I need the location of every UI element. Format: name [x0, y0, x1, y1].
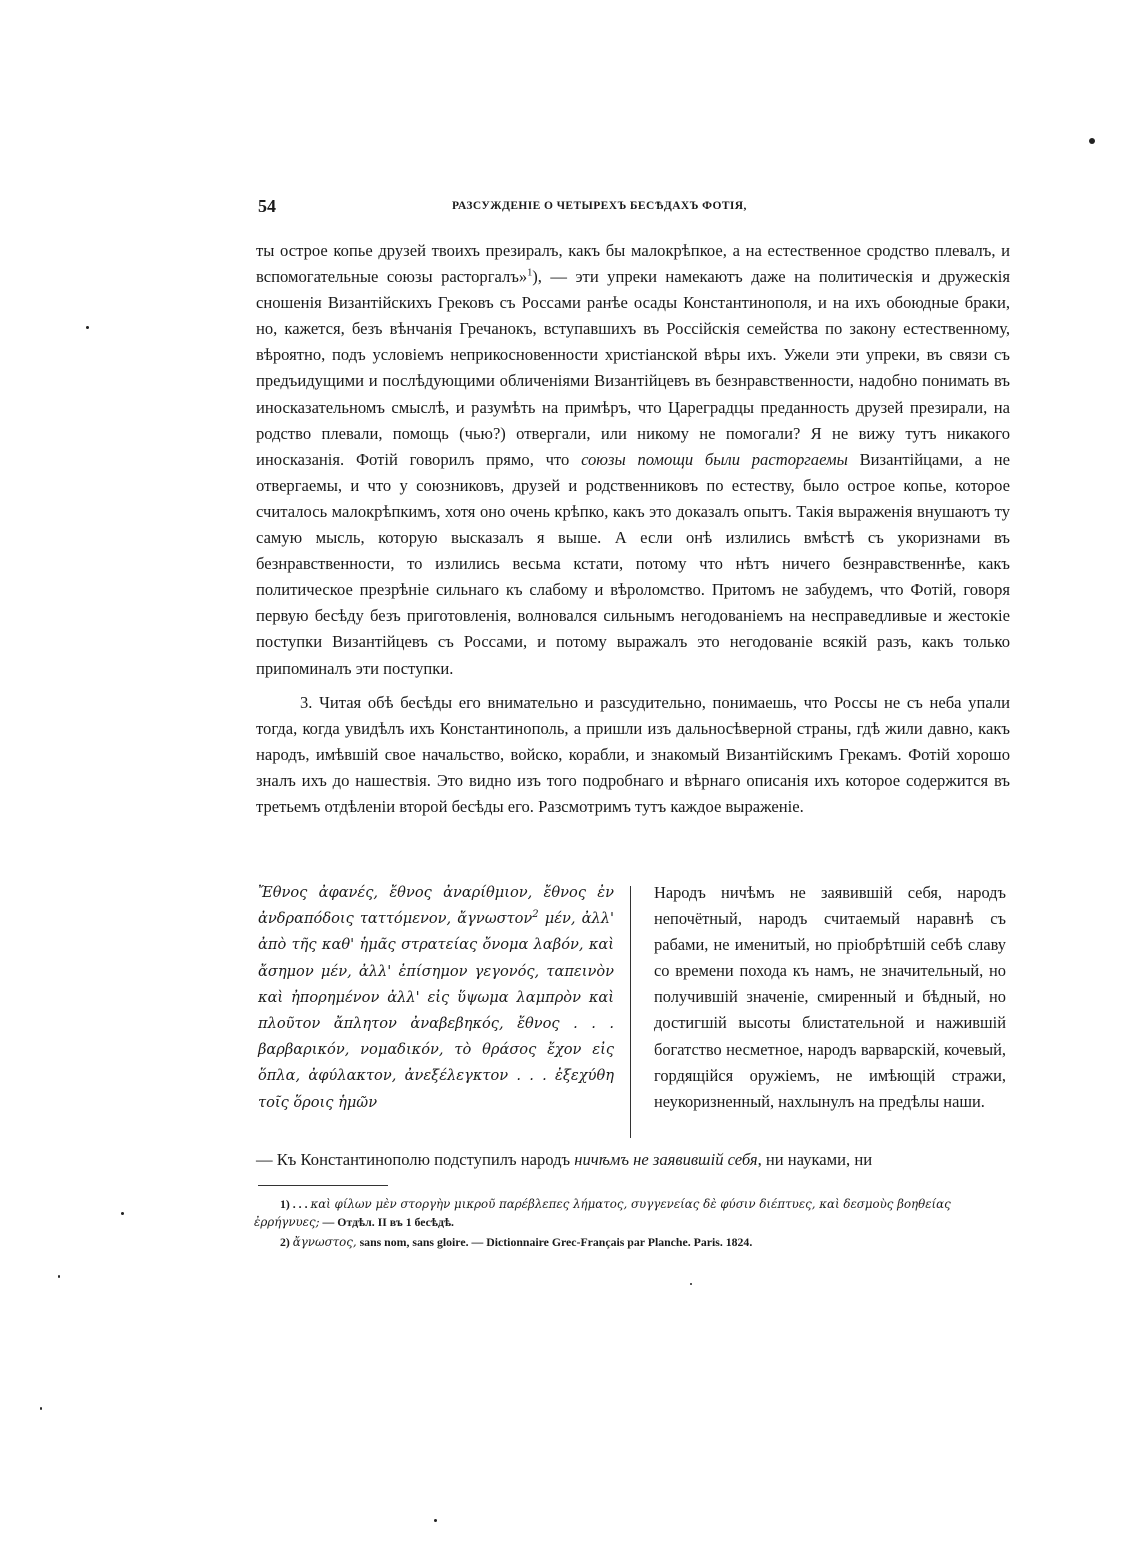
- russian-column: Народъ ничѣмъ не заявившiй себя, народъ непочётный, народъ считаемый наравнѣ съ рабами, не именитый, но прiобрѣтшiй себѣ славу со времени похода къ намъ, не значительный, но получившiй значенiе, смиренный и бѣдный, но достигшiй высоты блистательной и нажившiй богатство несметное, народъ варварскiй, кочевый, гордящiйся оружiемъ, не имѣющiй стражи, неукоризненный, нахлынулъ на предѣлы наши.: [654, 883, 1006, 1111]
- footnote-1-tail: — Отдѣл. II въ 1 бесѣдѣ.: [322, 1215, 454, 1229]
- paragraph-1-italic: союзы помощи были расторгаемы: [581, 449, 848, 469]
- continuation-text-b: , ни науками, ни: [757, 1150, 873, 1169]
- footnote-1: [254, 1195, 1010, 1231]
- footnote-2-tail: sans nom, sans gloire. — Dictionnaire Grec-Français par Planche. Paris. 1824.: [359, 1235, 753, 1249]
- footnote-rule: [258, 1185, 388, 1186]
- continuation-line: [256, 1147, 1010, 1173]
- scan-speck: [86, 326, 89, 329]
- scan-speck: [1089, 138, 1095, 144]
- greek-text-a: Ἔθνος ἀφανές, ἔθνος ἀναρίθμιον, ἔθνος ἐν ἀνδραπόδοις ταττόμενον, ἄγνωστον: [258, 884, 614, 928]
- footnote-1-greek: καὶ φίλων μὲν στοργὴν μικροῦ παρέβλεπες λήματος, συγγενείας δὲ φύσιν διέπτυες, καὶ δεσμοὺς βοηθείας ἐρρήγνυες;: [254, 1197, 951, 1229]
- scan-speck: [40, 1407, 42, 1410]
- paragraph-1-text-c: Византiйцами, а не отвергаемы, и что у союзниковъ, друзей и родственниковъ по естеству, было острое копье, которое считалось малокрѣпкимъ, хотя оно очень крѣпко, какъ это доказалъ опытъ. Такiя выраженiя внушаютъ ту самую мысль, которую высказалъ я выше. А если онѣ излились вмѣстѣ съ укоризнами въ безнравственности, то излились весьма кстати, потому что нѣтъ ничего безнравственнѣе, какъ политическое презрѣнiе сильнаго къ слабому и вѣроломство. Притомъ не забудемъ, что Фотiй, говоря первую бесѣду безъ приготовленiя, волновался сильнымъ негодованiемъ на несправедливые и жестокiе поступки Византiйцевъ съ Россами, и потому выражалъ это негодованiе всякiй разъ, какъ только припоминалъ эти поступки.: [256, 449, 1010, 678]
- scan-speck: [690, 1283, 692, 1285]
- footnote-1-dots: . . .: [292, 1197, 308, 1211]
- paragraph-1-text-b: ), — эти упреки намекаютъ даже на политическiя и дружескiя сношенiя Византiйскихъ Грековъ съ Россами ранѣе осады Константинополя, и на ихъ обоюдные браки, но, кажется, безъ вѣнчанiя Гречанокъ, вступавшихъ въ Россiйскiя семейства по закону естественному, вѣроятно, подъ условiемъ неприкосновенности христiанской вѣры ихъ. Ужели эти упреки, въ связи съ предъидущими и послѣдующими обличенiями Византiйцевъ въ безнравственности, надобно понимать въ иносказательномъ смыслѣ, и разумѣть на примѣръ, что Цареградцы преданность друзей презирали, на родство плевали, помощь (чью?) отвергали, или никому не помогали? Я не вижу тутъ никакого иносказанiя. Фотiй говорилъ прямо, что: [256, 267, 1010, 469]
- footnote-2-greek: ἄγνωστος,: [292, 1235, 357, 1249]
- paragraph-2: 3. Читая обѣ бесѣды его внимательно и разсудительно, понимаешь, что Россы не съ неба упали тогда, когда увидѣлъ ихъ Константинополь, а пришли изъ дальносѣверной страны, гдѣ жили давно, какъ народъ, имѣвшiй свое начальство, войско, корабли, и знакомый Византiйскимъ Грекамъ. Фотiй хорошо зналъ ихъ до нашествiя. Это видно изъ того подробнаго и вѣрнаго описанiя ихъ которое содержится въ третьемъ отдѣленiи второй бесѣды его. Разсмотримъ тутъ каждое выраженiе.: [256, 692, 1010, 816]
- paragraph-1: [256, 238, 1010, 682]
- greek-text-b: μέν, ἀλλ' ἀπὸ τῆς καθ' ἡμᾶς στρατείας ὄνομα λαβόν, καὶ ἄσημον μέν, ἀλλ' ἐπίσημον γεγονός, ταπεινὸν καὶ ἠπορημένον ἀλλ' εἰς ὕψωμα λαμπρὸν καὶ πλοῦτον ἄπλητον ἀναβεβηκός, ἔθνος . . . βαρβαρικόν, νομαδικόν, τὸ θράσος ἔχον εἰς ὅπλα, ἀφύλακτον, ἀνεξέλεγκτον . . . ἐξεχύθη τοῖς ὅροις ἡμῶν: [258, 910, 614, 1111]
- page-number: 54: [258, 196, 276, 216]
- footnote-ref-2: 2: [532, 909, 539, 921]
- main-text: [256, 238, 1010, 820]
- page-header: [256, 196, 1010, 220]
- footnote-2-number: 2): [280, 1235, 290, 1249]
- parallel-text: [256, 880, 1010, 1142]
- continuation-italic: ничѣмъ не заявившiй себя: [574, 1150, 758, 1169]
- footnote-1-number: 1): [280, 1197, 290, 1211]
- footnote-2: [254, 1233, 1010, 1251]
- footnote-ref-1: 1: [527, 267, 533, 279]
- scan-speck: [58, 1275, 60, 1278]
- continuation-text-a: — Къ Константинополю подступилъ народъ: [256, 1150, 571, 1169]
- scan-speck: [121, 1212, 124, 1215]
- scan-speck: [434, 1519, 437, 1522]
- greek-column: [258, 880, 614, 1116]
- paragraph-1-text: ты острое копье друзей твоихъ презиралъ, какъ бы малокрѣпкое, а на естественное сродство плевалъ, и вспомогательные союзы расторгалъ»: [256, 241, 1010, 287]
- column-divider: [630, 886, 631, 1138]
- footnotes: [254, 1195, 1010, 1251]
- running-title: РАЗСУЖДЕНIЕ О ЧЕТЫРЕХЪ БЕСѢДАХЪ ФОТIЯ,: [452, 200, 747, 212]
